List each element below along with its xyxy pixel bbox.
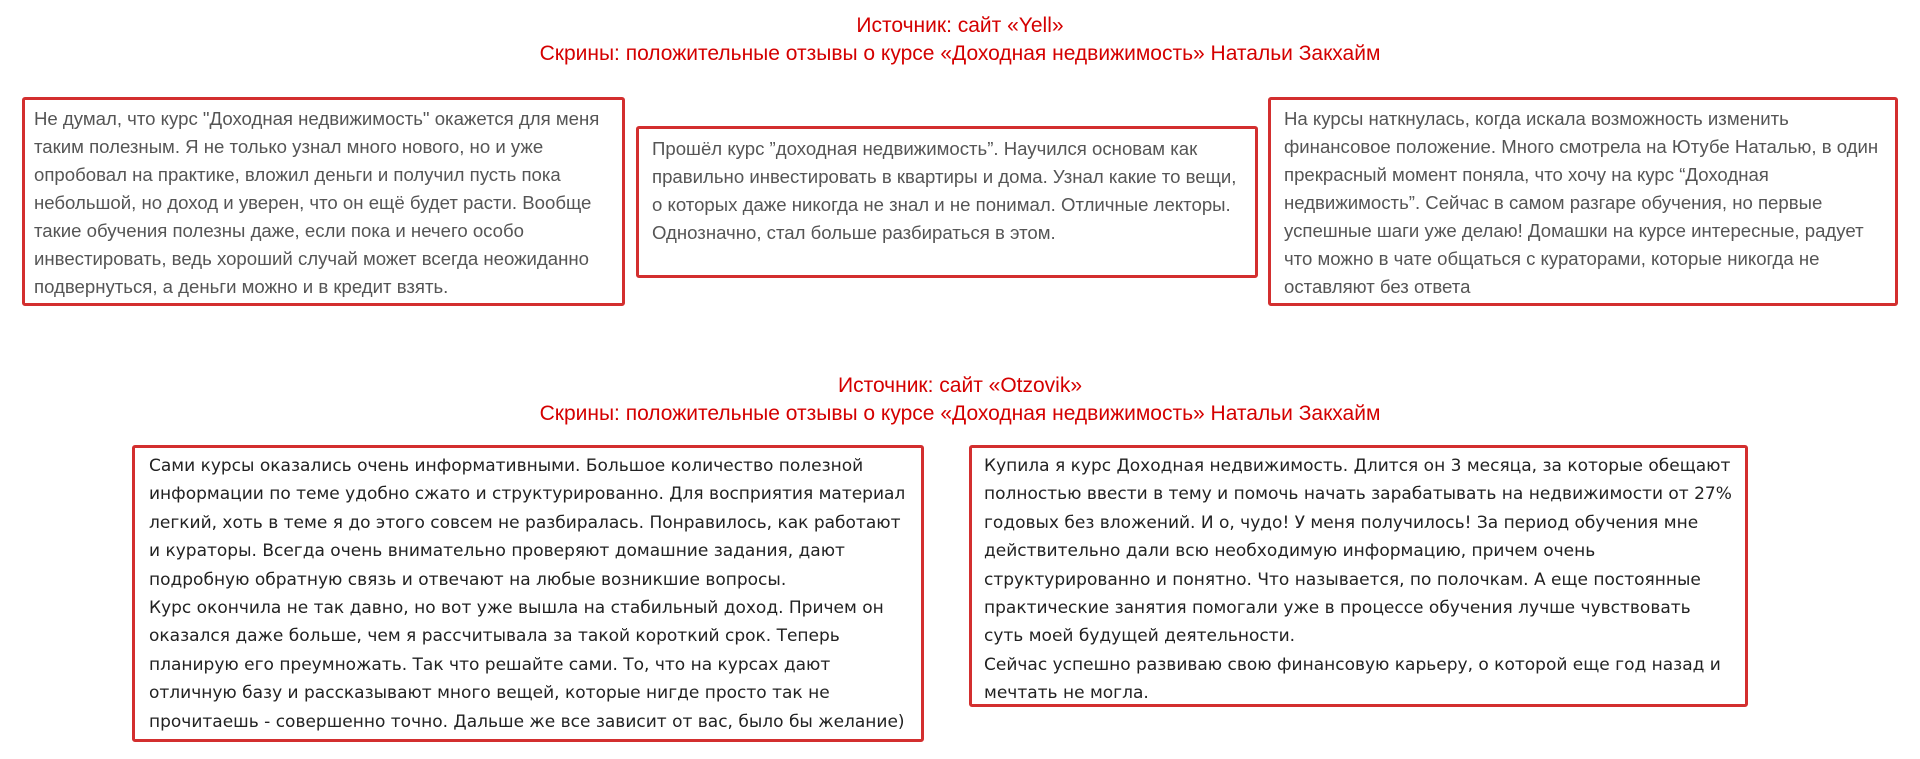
review-card-yell-3 bbox=[1268, 97, 1898, 306]
yell-section-heading bbox=[0, 12, 1920, 68]
review-card-yell-2 bbox=[636, 126, 1258, 278]
review-paragraph: Сейчас успешно развиваю свою финансовую карьеру, о которой еще год назад и мечтать не могла. bbox=[984, 654, 1721, 704]
review-card-otzovik-1 bbox=[132, 445, 924, 742]
review-paragraph: Курс окончила не так давно, но вот уже вышла на стабильный доход. Причем он оказался даже больше, чем я рассчитывала за такой короткий срок. Теперь планирую его преумножать. Так что решайте сами. То, что на курсах дают отличную базу и рассказывают много вещей, которые нигде просто так не прочитаешь - совершенно точно. Дальше же все зависит от вас, было бы желание) bbox=[149, 598, 905, 732]
review-card-yell-1 bbox=[22, 97, 625, 306]
yell-subtitle: Скрины: положительные отзывы о курсе «Доходная недвижимость» Натальи Закхайм bbox=[539, 42, 1381, 65]
review-paragraph: Сами курсы оказались очень информативными. Большое количество полезной информации по теме удобно сжато и структурированно. Для восприятия материал легкий, хоть в теме я до этого совсем не разбиралась. Понравилось, как работают и кураторы. Всегда очень внимательно проверяют домашние задания, дают подробную обратную связь и отвечают на любые возникшие вопросы. bbox=[149, 456, 906, 590]
review-text: Прошёл курс ”доходная недвижимость”. Научился основам как правильно инвестировать в квартиры и дома. Узнал какие то вещи, о которых даже никогда не знал и не понимал. Отличные лекторы. Однозначно, стал больше разбираться в этом. bbox=[652, 138, 1237, 243]
otzovik-source-title: Источник: сайт «Otzovik» bbox=[837, 374, 1083, 397]
otzovik-section-heading bbox=[0, 372, 1920, 428]
review-text: На курсы наткнулась, когда искала возможность изменить финансовое положение. Много смотрела на Ютубе Наталью, в один прекрасный момент поняла, что хочу на курс “Доходная недвижимость”. Сейчас в самом разгаре обучения, но первые успешные шаги уже делаю! Домашки на курсе интересные, радует что можно в чате общаться с кураторами, которые никогда не оставляют без ответа bbox=[1284, 108, 1879, 297]
review-card-otzovik-2 bbox=[969, 445, 1748, 707]
otzovik-subtitle: Скрины: положительные отзывы о курсе «Доходная недвижимость» Натальи Закхайм bbox=[539, 402, 1381, 425]
review-paragraph: Купила я курс Доходная недвижимость. Длится он 3 месяца, за которые обещают полностью ввести в тему и помочь начать зарабатывать на недвижимости от 27% годовых без вложений. И о, чудо! У меня получилось! За период обучения мне действительно дали всю необходимую информацию, причем очень структурированно и понятно. Что называется, по полочкам. А еще постоянные практические занятия помогали уже в процессе обучения лучше чувствовать суть моей будущей деятельности. bbox=[984, 456, 1732, 647]
review-text: Не думал, что курс "Доходная недвижимость" окажется для меня таким полезным. Я не только узнал много нового, но и уже опробовал на практике, вложил деньги и получил пусть пока небольшой, но доход и уверен, что он ещё будет расти. Вообще такие обучения полезны даже, если пока и нечего особо инвестировать, ведь хороший случай может всегда неожиданно подвернуться, а деньги можно и в кредит взять. bbox=[34, 108, 600, 297]
yell-source-title: Источник: сайт «Yell» bbox=[856, 14, 1064, 37]
